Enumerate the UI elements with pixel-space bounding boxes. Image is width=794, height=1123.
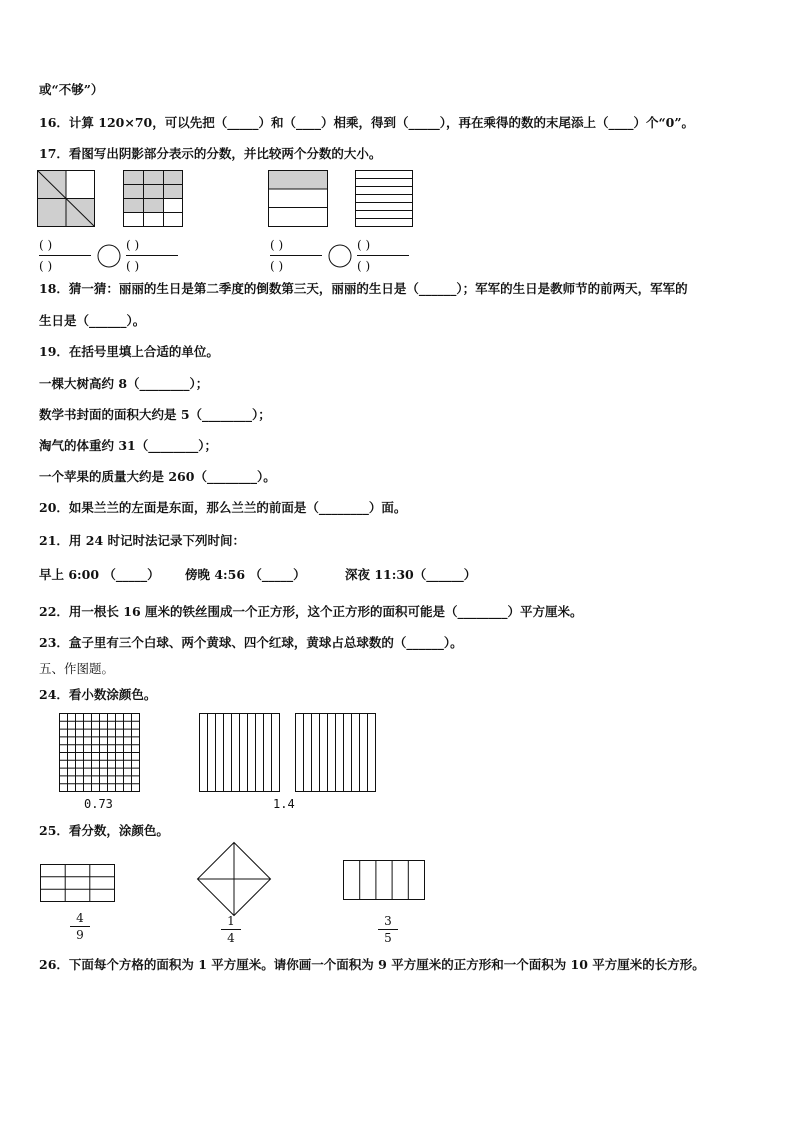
q24-label-decimal-1: 0.73 [84,797,113,811]
question-26: 26．下面每个方格的面积为 1 平方厘米。请你画一个面积为 9 平方厘米的正方形和一个面积为 10 平方厘米的长方形。 [39,957,705,972]
question-19-item-c: 淘气的体重约 31（________）； [39,438,217,453]
q24-hundred-grid[interactable] [59,713,141,793]
question-19: 19．在括号里填上合适的单位。 [39,344,219,359]
question-18-line2: 生日是（______）。 [39,313,146,328]
question-19-item-d: 一个苹果的质量大约是 260（________）。 [39,469,276,484]
q17-blank-fraction-3[interactable]: ( ) ( ) [270,235,322,276]
line-continuation: 或“不够”） [39,82,104,97]
question-18-line1: 18．猜一猜：丽丽的生日是第二季度的倒数第三天，丽丽的生日是（______）；军军的生日是教师节的前两天，军军的 [39,281,688,296]
question-23: 23．盒子里有三个白球、两个黄球、四个红球，黄球占总球数的（______）。 [39,635,463,650]
q17-figure-4 [355,170,415,228]
question-19-item-b: 数学书封面的面积大约是 5（________）； [39,407,271,422]
question-19-item-a: 一棵大树高约 8（________）； [39,376,209,391]
question-25: 25．看分数，涂颜色。 [39,823,169,838]
question-17: 17．看图写出阴影部分表示的分数，并比较两个分数的大小。 [39,146,382,161]
question-21-item-b: 傍晚 4:56 （_____） [185,567,306,582]
q17-blank-fraction-2[interactable]: ( ) ( ) [126,235,178,276]
q25-fraction-3: $\frac{3}{5}$ [378,914,398,945]
q17-figure-3 [268,170,330,228]
question-21-item-a: 早上 6:00 （_____） [39,567,160,582]
q17-figure-1 [37,170,97,228]
question-24: 24．看小数涂颜色。 [39,687,157,702]
q24-tenths-bar-1[interactable] [199,713,281,793]
q25-fraction-2: $\frac{1}{4}$ [221,914,241,945]
section-5-heading: 五、作图题。 [39,661,115,676]
q17-blank-fraction-4[interactable]: ( ) ( ) [357,235,409,276]
q25-rectangle-five-parts[interactable] [343,860,427,902]
question-16: 16．计算 120×70，可以先把（_____）和（____）相乘，得到（_____），再在乘得的数的末尾添上（____）个“0”。 [39,115,695,130]
q25-fraction-1: $\frac{4}{9}$ [70,911,90,942]
q17-figure-2 [123,170,185,228]
q25-diamond-four-parts[interactable] [197,842,273,918]
q17-compare-circle-2[interactable] [328,244,354,270]
question-21-item-c: 深夜 11:30（______） [345,567,477,582]
question-22: 22．用一根长 16 厘米的铁丝围成一个正方形，这个正方形的面积可能是（________）平方厘米。 [39,604,583,619]
q24-tenths-bar-2[interactable] [295,713,377,793]
q17-blank-fraction-1[interactable]: ( ) ( ) [39,235,91,276]
question-20: 20．如果兰兰的左面是东面，那么兰兰的前面是（________）面。 [39,500,407,515]
question-21: 21．用 24 时记时法记录下列时间： [39,533,245,548]
q17-compare-circle-1[interactable] [97,244,123,270]
q25-rectangle-nine-parts[interactable] [40,864,116,904]
q24-label-decimal-2: 1.4 [273,797,295,811]
